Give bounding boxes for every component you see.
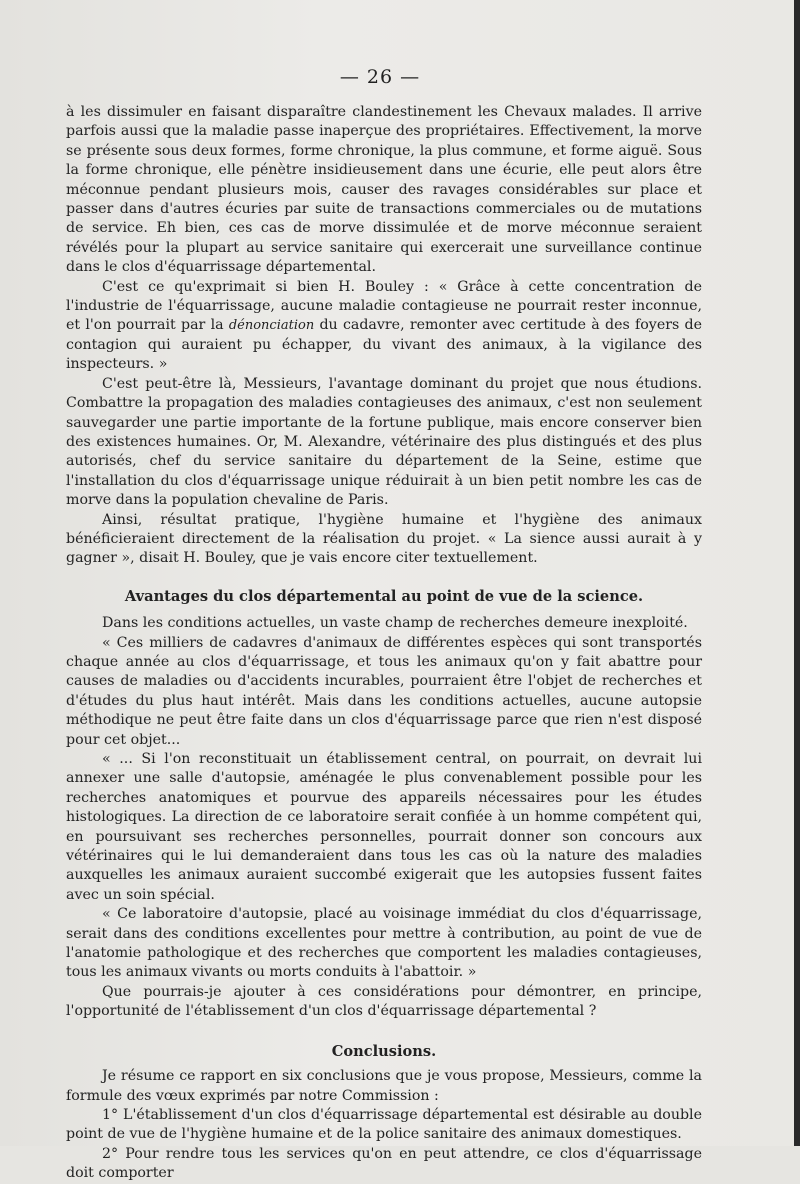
paragraph: Je résume ce rapport en six conclusions que je vous propose, Messieurs, comme la formule des vœux exprimés par notre Commission : [66, 1068, 702, 1104]
page-number: — 26 — [339, 66, 421, 88]
paragraph: « Ces milliers de cadavres d'animaux de différentes espèces qui sont transportés chaque année au clos d'équarrissage, et tous les animaux qu'on y fait abattre pour causes de maladies ou d'accidents incurables, pourraient être l'objet de recherches et d'études du plus haut intérêt. Mais dans les conditions actuelles, aucune autopsie méthodique ne peut être faite dans un clos d'équarrissage parce que rien n'est disposé pour cet objet... [66, 634, 702, 748]
paragraph [66, 278, 702, 375]
paragraph: C'est peut-être là, Messieurs, l'avantage dominant du projet que nous étudions. Combattre la propagation des maladies contagieuses des animaux, c'est non seulement sauvegarder une partie importante de la fortune publique, mais encore conserver bien des existences humaines. Or, M. Alexandre, vétérinaire des plus distingués et des plus autorisés, chef du service sanitaire du département de la Seine, estime que l'installation du clos d'équarrissage unique réduirait à un bien petit nombre les cas de morve dans la population chevaline de Paris. [66, 375, 702, 509]
paragraph: Dans les conditions actuelles, un vaste champ de recherches demeure inexploité. [102, 615, 688, 632]
paragraph: Que pourrais-je ajouter à ces considérations pour démontrer, en principe, l'opportunité de l'établissement d'un clos d'équarrissage départemental ? [66, 983, 702, 1020]
section-heading: Avantages du clos départemental au point de vue de la science. [124, 587, 644, 605]
paragraph: à les dissimuler en faisant disparaître clandestinement les Chevaux malades. Il arrive parfois aussi que la maladie passe inaperçue des propriétaires. Effectivement, la morve se présente sous deux formes, forme chronique, la plus commune, et forme aiguë. Sous la forme chronique, elle pénètre insidieusement dans une écurie, elle peut alors être méconnue pendant plusieurs mois, causer des ravages considérables sur place et passer dans d'autres écuries par suite de transactions commerciales ou de mutations de service. Eh bien, ces cas de morve dissimulée et de morve méconnue seraient révélés pour la plupart au service sanitaire qui exercerait une surveillance continue dans le clos d'équarrissage départemental. [66, 104, 702, 276]
paragraph: Ainsi, résultat pratique, l'hygiène humaine et l'hygiène des animaux bénéficieraient directement de la réalisation du projet. « La sience aussi aurait à y gagner », disait H. Bouley, que je vais encore citer textuellement. [66, 511, 702, 567]
paragraph: 2° Pour rendre tous les services qu'on en peut attendre, ce clos d'équarrissage doit comporter [66, 1145, 702, 1182]
paragraph-text: C'est ce qu'exprimait si bien H. Bouley : « Grâce à cette concentration de l'industrie de l'équarrissage, aucune maladie contagieuse ne pourrait rester inconnue, et l'on pourrait par la [66, 278, 702, 334]
section-heading: Conclusions. [331, 1042, 437, 1060]
paragraph: « ... Si l'on reconstituait un établissement central, on pourrait, on devrait lui annexer une salle d'autopsie, aménagée le plus convenablement possible pour les recherches anatomiques et pourvue des appareils nécessaires pour les études histologiques. La direction de ce laboratoire serait confiée à un homme compétent qui, en poursuivant ses recherches personnelles, pourrait donner son concours aux vétérinaires qui le lui demanderaient dans tous les cas où la nature des maladies auxquelles les animaux auraient succombé exigerait que les autopsies fussent faites avec un soin spécial. [66, 751, 702, 903]
paragraph: 1° L'établissement d'un clos d'équarrissage départemental est désirable au double point de vue de l'hygiène humaine et de la police sanitaire des animaux domestiques. [66, 1106, 702, 1143]
scan-edge [794, 0, 800, 1146]
paragraph-text: du cadavre, remonter avec certitude à des foyers de contagion qui auraient pu échapper, du vivant des animaux, à la vigilance des inspecteurs. » [66, 317, 703, 373]
italic-term: dénonciation [228, 318, 315, 334]
paragraph: « Ce laboratoire d'autopsie, placé au voisinage immédiat du clos d'équarrissage, serait dans des conditions excellentes pour mettre à contribution, au point de vue de l'anatomie pathologique et des recherches que comportent les maladies contagieuses, tous les animaux vivants ou morts conduits à l'abattoir. » [66, 906, 702, 981]
body-text [66, 103, 702, 1184]
